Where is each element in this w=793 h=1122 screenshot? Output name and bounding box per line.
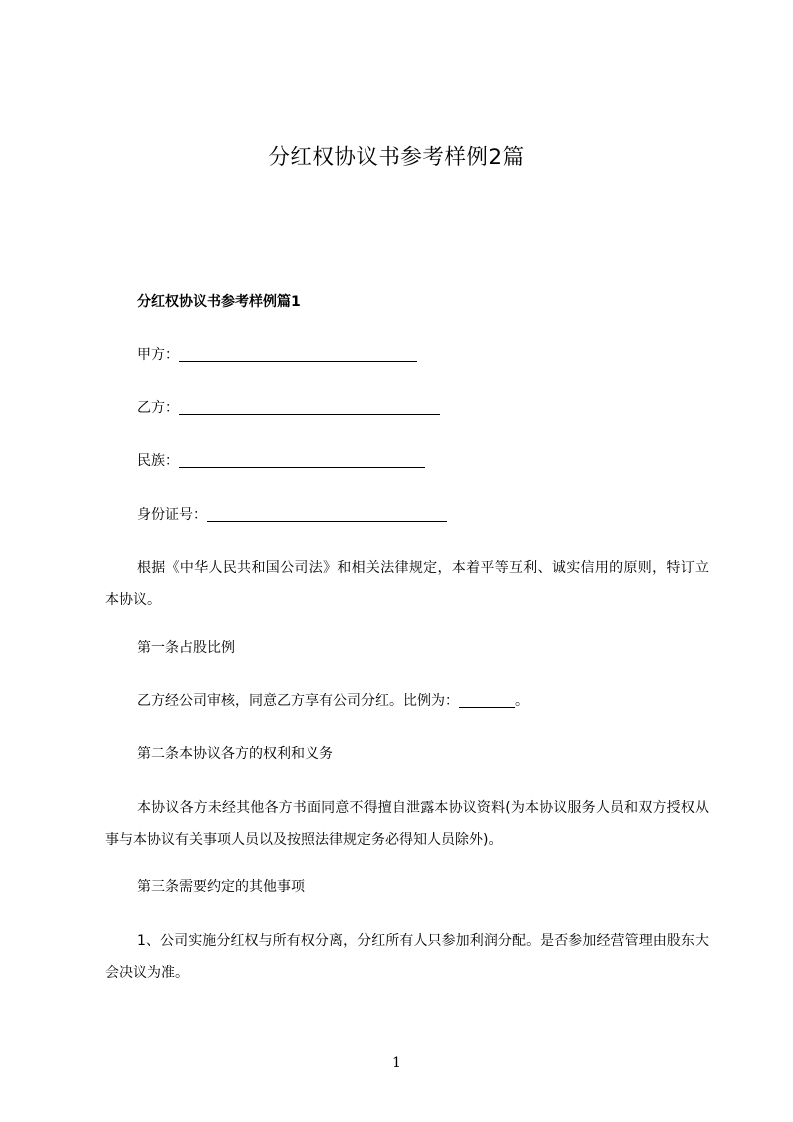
field-label: 甲方： xyxy=(137,347,179,363)
field-id-number xyxy=(137,505,447,525)
field-label: 民族： xyxy=(137,453,179,469)
field-label: 身份证号： xyxy=(137,507,207,523)
blank-line xyxy=(179,400,440,415)
blank-line xyxy=(179,453,425,468)
article2-title: 第二条本协议各方的权利和义务 xyxy=(137,746,333,762)
field-ethnicity xyxy=(137,451,425,471)
page-number: 1 xyxy=(392,1055,401,1071)
field-label: 乙方： xyxy=(137,400,179,416)
article1-title: 第一条占股比例 xyxy=(137,640,235,656)
article3-title: 第三条需要约定的其他事项 xyxy=(137,879,305,895)
field-party-a xyxy=(137,345,417,365)
blank-line xyxy=(179,347,417,362)
article1-text xyxy=(137,691,529,711)
field-party-b xyxy=(137,398,440,418)
section-heading: 分红权协议书参考样例篇1 xyxy=(137,294,301,310)
blank-line xyxy=(207,507,447,522)
article1-text-prefix: 乙方经公司审核，同意乙方享有公司分红。比例为： xyxy=(137,693,459,709)
article1-text-suffix: 。 xyxy=(515,693,529,709)
article3-item1: 1、公司实施分红权与所有权分离，分红所有人只参加利润分配。是否参加经营管理由股东大会决议为准。 xyxy=(105,933,709,981)
article2-text: 本协议各方未经其他各方书面同意不得擅自泄露本协议资料(为本协议服务人员和双方授权从事与本协议有关事项人员以及按照法律规定务必得知人员除外)。 xyxy=(105,800,709,848)
intro-paragraph: 根据《中华人民共和国公司法》和相关法律规定，本着平等互利、诚实信用的原则，特订立本协议。 xyxy=(105,560,709,608)
blank-line xyxy=(459,693,515,708)
document-title: 分红权协议书参考样例2篇 xyxy=(268,145,525,170)
